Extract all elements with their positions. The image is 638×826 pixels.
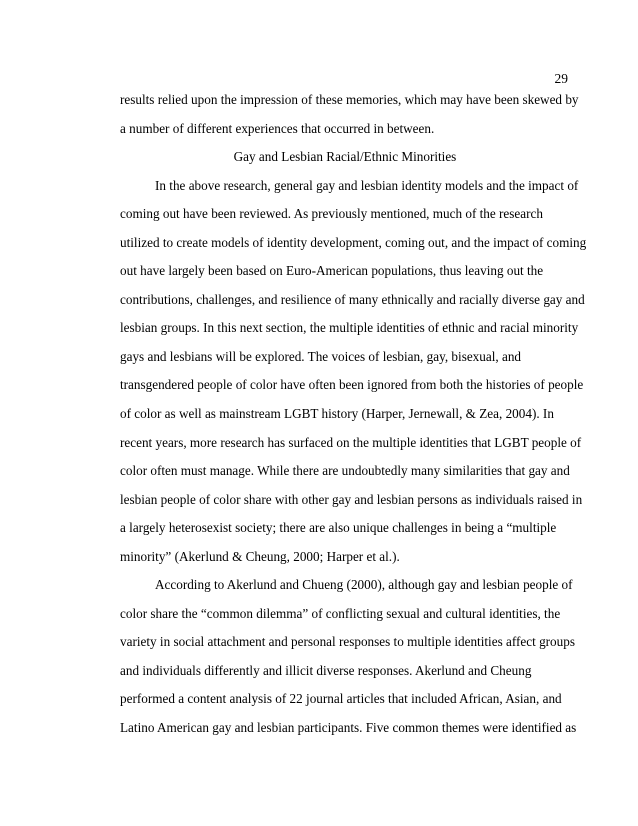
text-line: Latino American gay and lesbian participants. Five common themes were identified as bbox=[120, 720, 577, 736]
text-line: According to Akerlund and Chueng (2000), although gay and lesbian people of bbox=[155, 577, 573, 593]
text-line: results relied upon the impression of these memories, which may have been skewed by bbox=[120, 92, 579, 107]
body-text bbox=[120, 90, 587, 747]
text-line: of color as well as mainstream LGBT history (Harper, Jernewall, & Zea, 2004). In bbox=[120, 406, 554, 422]
text-line: minority” (Akerlund & Cheung, 2000; Harper et al.). bbox=[120, 548, 400, 564]
text-line: color share the “common dilemma” of conflicting sexual and cultural identities, the bbox=[120, 605, 561, 621]
text-line: color often must manage. While there are undoubtedly many similarities that gay and bbox=[120, 463, 570, 479]
text-line: out have largely been based on Euro-American populations, thus leaving out the bbox=[120, 263, 544, 279]
text-line: lesbian groups. In this next section, the multiple identities of ethnic and racial minority bbox=[120, 320, 579, 336]
text-line: variety in social attachment and personal responses to multiple identities affect groups bbox=[120, 634, 575, 650]
text-line: lesbian people of color share with other gay and lesbian persons as individuals raised in bbox=[120, 491, 583, 507]
text-line: utilized to create models of identity development, coming out, and the impact of coming bbox=[120, 234, 587, 250]
text-line: performed a content analysis of 22 journal articles that included African, Asian, and bbox=[120, 691, 562, 707]
page-number: 29 bbox=[554, 71, 568, 86]
text-line: In the above research, general gay and lesbian identity models and the impact of bbox=[155, 177, 579, 193]
section-heading: Gay and Lesbian Racial/Ethnic Minorities bbox=[233, 149, 457, 165]
text-line: gays and lesbians will be explored. The voices of lesbian, gay, bisexual, and bbox=[120, 348, 522, 364]
text-line: recent years, more research has surfaced on the multiple identities that LGBT people of bbox=[120, 434, 582, 450]
text-line: and individuals differently and illicit diverse responses. Akerlund and Cheung bbox=[120, 662, 532, 678]
text-line: a largely heterosexist society; there are also unique challenges in being a “multiple bbox=[120, 520, 557, 536]
text-line: coming out have been reviewed. As previously mentioned, much of the research bbox=[120, 206, 543, 222]
text-line: contributions, challenges, and resilience of many ethnically and racially diverse gay and bbox=[120, 291, 585, 307]
text-line: a number of different experiences that occurred in between. bbox=[120, 120, 435, 136]
text-line: transgendered people of color have often been ignored from both the histories of people bbox=[120, 377, 584, 393]
